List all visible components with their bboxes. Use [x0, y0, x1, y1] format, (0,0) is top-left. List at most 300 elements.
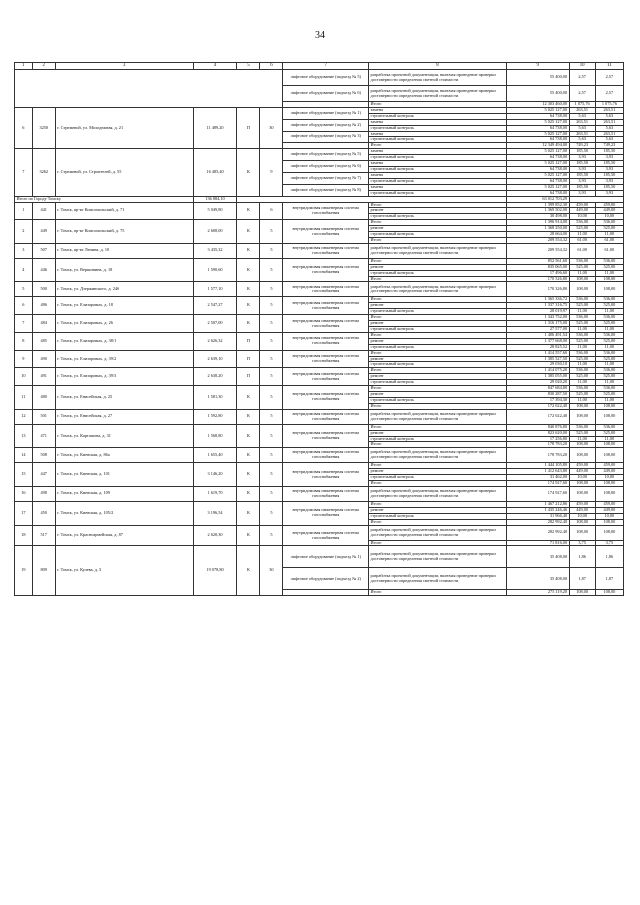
- type-cell: замена: [369, 172, 507, 178]
- unit-cell: 11,00: [569, 380, 595, 386]
- unit-cell: 459,00: [569, 463, 595, 469]
- house-type: П: [237, 107, 260, 148]
- unit-cell: 536,00: [569, 297, 595, 303]
- unit-cell: 108,00: [569, 282, 595, 297]
- house-code: 491: [32, 368, 55, 386]
- capital-repair-table: [14, 62, 624, 596]
- unit-cell: 10,00: [569, 214, 595, 220]
- cost-cell: 71 816,00: [506, 540, 569, 546]
- max-cell: 108,00: [595, 409, 623, 424]
- house-address: г. Томск, ул. Елизаровых, д. 18: [55, 297, 193, 315]
- house-area: 2 639,10: [193, 350, 237, 368]
- cost-cell: 17 496,60: [506, 270, 569, 276]
- cost-cell: 1 412 643,80: [506, 469, 569, 475]
- continuation-cell: [15, 70, 283, 108]
- unit-cell: 11,00: [569, 436, 595, 442]
- city-total-cost: 63 012 703,29: [506, 196, 569, 202]
- house-type: К: [237, 149, 260, 196]
- max-cell: 536,00: [595, 220, 623, 226]
- cost-cell: 27 577,00: [506, 327, 569, 333]
- house-number: 5: [15, 282, 33, 297]
- work-cell: лифтовое оборудование (подъезд № 5): [283, 70, 369, 86]
- type-cell: строительный контроль: [369, 166, 507, 172]
- unit-cell: 108,00: [569, 486, 595, 501]
- max-cell: 525,00: [595, 338, 623, 344]
- unit-cell: 185,50: [569, 172, 595, 178]
- house-deadline: 5: [260, 243, 283, 258]
- unit-cell: 5,63: [569, 125, 595, 131]
- house-number: 11: [15, 386, 33, 410]
- unit-cell: 525,00: [569, 338, 595, 344]
- unit-cell: 536,00: [569, 220, 595, 226]
- unit-cell: 185,50: [569, 184, 595, 190]
- cost-cell: 35 408,00: [506, 546, 569, 568]
- max-cell: 10,00: [595, 513, 623, 519]
- unit-cell: 3,93: [569, 155, 595, 161]
- house-type: К: [237, 297, 260, 315]
- unit-cell: 3,93: [569, 166, 595, 172]
- work-cell: внутридомовая инженерная система газоснабжения: [283, 315, 369, 333]
- cost-cell: 1 399 852,30: [506, 202, 569, 208]
- table-row: [15, 546, 624, 568]
- house-area: 1 590,60: [193, 258, 237, 282]
- cost-cell: 1 377 668,00: [506, 338, 569, 344]
- unit-cell: 536,00: [569, 258, 595, 264]
- max-cell: 459,00: [595, 463, 623, 469]
- cost-cell: 17 394,30: [506, 397, 569, 403]
- max-cell: 525,00: [595, 264, 623, 270]
- max-cell: 61,00: [595, 243, 623, 258]
- house-deadline: 5: [260, 282, 283, 297]
- max-cell: 2,57: [595, 86, 623, 102]
- unit-cell: 459,00: [569, 501, 595, 507]
- max-cell: 11,00: [595, 436, 623, 442]
- type-cell: разработка проектной документации, включая проведение проверки достоверности определения сметной стоимости: [369, 243, 507, 258]
- house-number: 2: [15, 220, 33, 244]
- type-cell: ремонт: [369, 374, 507, 380]
- house-deadline: 30: [260, 107, 283, 148]
- house-address: г. Томск, пр-кт Ленина, д. 10: [55, 243, 193, 258]
- max-cell: 536,00: [595, 297, 623, 303]
- cost-cell: 1 343 752,00: [506, 315, 569, 321]
- unit-cell: 525,00: [569, 264, 595, 270]
- column-header: 1: [15, 63, 33, 70]
- type-cell: замена: [369, 161, 507, 167]
- house-number: 18: [15, 525, 33, 546]
- house-code: 449: [32, 220, 55, 244]
- max-cell: 536,00: [595, 315, 623, 321]
- unit-cell: 3,75: [569, 540, 595, 546]
- house-type: П: [237, 368, 260, 386]
- cost-cell: 172 022,40: [506, 409, 569, 424]
- cost-cell: 55 400,00: [506, 70, 569, 86]
- house-deadline: 6: [260, 202, 283, 220]
- house-number: 9: [15, 350, 33, 368]
- cost-cell: 5 025 127,00: [506, 149, 569, 155]
- type-cell: разработка проектной документации, включая проведение проверки достоверности определения сметной стоимости: [369, 282, 507, 297]
- cost-cell: 64 738,00: [506, 166, 569, 172]
- max-cell: 108,00: [595, 519, 623, 525]
- house-type: К: [237, 486, 260, 501]
- type-cell: строительный контроль: [369, 362, 507, 368]
- type-cell: ремонт: [369, 469, 507, 475]
- house-type: К: [237, 448, 260, 463]
- max-cell: 11,00: [595, 397, 623, 403]
- unit-cell: 185,50: [569, 149, 595, 155]
- unit-cell: 1 075,76: [569, 102, 595, 108]
- cost-cell: 1 414 075,20: [506, 368, 569, 374]
- house-area: 2 608,00: [193, 220, 237, 244]
- cost-cell: 5 025 127,00: [506, 131, 569, 137]
- house-number: 6: [15, 297, 33, 315]
- cost-cell: 209 554,32: [506, 237, 569, 243]
- type-cell: ремонт: [369, 303, 507, 309]
- house-address: г. Томск, ул. Киевская, д. 86а: [55, 448, 193, 463]
- max-cell: 185,50: [595, 184, 623, 190]
- cost-cell: 29 020,20: [506, 380, 569, 386]
- house-code: 498: [32, 486, 55, 501]
- unit-cell: 263,51: [569, 131, 595, 137]
- work-cell: внутридомовая инженерная система газоснабжения: [283, 368, 369, 386]
- house-number: 4: [15, 258, 33, 282]
- column-header: 11: [595, 63, 623, 70]
- house-code: 508: [32, 448, 55, 463]
- cost-cell: 28 825,52: [506, 344, 569, 350]
- cost-cell: 28 019,97: [506, 309, 569, 315]
- unit-cell: 108,00: [569, 481, 595, 487]
- work-cell: внутридомовая инженерная система газоснабжения: [283, 448, 369, 463]
- max-cell: 108,00: [595, 481, 623, 487]
- cost-cell: 178 783,20: [506, 442, 569, 448]
- house-deadline: 5: [260, 350, 283, 368]
- type-cell: разработка проектной документации, включая проведение проверки достоверности определения сметной стоимости: [369, 546, 507, 568]
- unit-cell: 185,50: [569, 161, 595, 167]
- max-cell: 263,51: [595, 131, 623, 137]
- unit-cell: 749,23: [569, 143, 595, 149]
- house-deadline: 5: [260, 486, 283, 501]
- table-row: [15, 70, 624, 86]
- max-cell: 108,00: [595, 486, 623, 501]
- house-address: г. Томск, ул. Елизаровых, д. 26: [55, 315, 193, 333]
- cost-cell: 852 561,60: [506, 258, 569, 264]
- max-cell: 108,00: [595, 442, 623, 448]
- house-code: 3262: [32, 149, 55, 196]
- type-cell: строительный контроль: [369, 380, 507, 386]
- max-cell: 263,51: [595, 119, 623, 125]
- table-row: [15, 486, 624, 501]
- house-area: 1 655,40: [193, 448, 237, 463]
- house-code: 480: [32, 386, 55, 410]
- unit-cell: 108,00: [569, 519, 595, 525]
- unit-cell: 108,00: [569, 276, 595, 282]
- unit-cell: 536,00: [569, 424, 595, 430]
- type-cell: строительный контроль: [369, 232, 507, 238]
- max-cell: 3,93: [595, 178, 623, 184]
- type-cell: Итого: [369, 590, 507, 596]
- max-cell: 5,63: [595, 125, 623, 131]
- cost-cell: 64 738,00: [506, 155, 569, 161]
- work-cell: лифтовое оборудование (подъезд № 8): [283, 184, 369, 196]
- house-number: 15: [15, 463, 33, 487]
- unit-cell: 3,93: [569, 190, 595, 196]
- unit-cell: 2,57: [569, 86, 595, 102]
- max-cell: 3,93: [595, 190, 623, 196]
- house-deadline: 5: [260, 332, 283, 350]
- cost-cell: 12 349 494,00: [506, 143, 569, 149]
- max-cell: 108,00: [595, 590, 623, 596]
- cost-cell: 1 316 175,00: [506, 321, 569, 327]
- house-area: 1 581,30: [193, 386, 237, 410]
- house-address: г. Томск, ул. Енисейская, д. 27: [55, 409, 193, 424]
- work-cell: лифтовое оборудование (подъезд № 6): [283, 161, 369, 173]
- max-cell: 185,50: [595, 172, 623, 178]
- house-number: 7: [15, 315, 33, 333]
- cost-cell: 64 738,00: [506, 190, 569, 196]
- type-cell: ремонт: [369, 338, 507, 344]
- house-number: 12: [15, 409, 33, 424]
- house-area: 16 485,40: [193, 149, 237, 196]
- type-cell: разработка проектной документации, включая проведение проверки достоверности определения сметной стоимости: [369, 86, 507, 102]
- column-header: 2: [32, 63, 55, 70]
- cost-cell: 1 369 502,00: [506, 208, 569, 214]
- max-cell: 525,00: [595, 391, 623, 397]
- unit-cell: 11,00: [569, 344, 595, 350]
- type-cell: ремонт: [369, 321, 507, 327]
- house-area: 11 489,20: [193, 107, 237, 148]
- house-number: 13: [15, 424, 33, 448]
- work-cell: внутридомовая инженерная система газоснабжения: [283, 350, 369, 368]
- house-address: г. Томск, ул. Енисейская, д. 25: [55, 386, 193, 410]
- max-cell: 525,00: [595, 321, 623, 327]
- house-address: г. Томск, пр-кт Комсомольский, д. 75: [55, 220, 193, 244]
- cost-cell: 31 966,40: [506, 513, 569, 519]
- cost-cell: 28 664,00: [506, 232, 569, 238]
- house-area: 3 435,32: [193, 243, 237, 258]
- cost-cell: 12 303 460,00: [506, 102, 569, 108]
- house-type: П: [237, 332, 260, 350]
- table-row: [15, 525, 624, 540]
- cost-cell: 282 992,40: [506, 525, 569, 540]
- unit-cell: 11,00: [569, 270, 595, 276]
- max-cell: 11,00: [595, 270, 623, 276]
- work-cell: внутридомовая инженерная система газоснабжения: [283, 220, 369, 244]
- type-cell: Итого: [369, 332, 507, 338]
- column-header: 7: [283, 63, 369, 70]
- house-area: 5 049,80: [193, 202, 237, 220]
- type-cell: разработка проектной документации, включая проведение проверки достоверности определения сметной стоимости: [369, 70, 507, 86]
- max-cell: 61,00: [595, 237, 623, 243]
- type-cell: Итого: [369, 403, 507, 409]
- type-cell: строительный контроль: [369, 436, 507, 442]
- cost-cell: 1 396 914,00: [506, 220, 569, 226]
- house-area: 2 620,30: [193, 525, 237, 546]
- type-cell: разработка проектной документации, включая проведение проверки достоверности определения сметной стоимости: [369, 525, 507, 540]
- house-code: 471: [32, 424, 55, 448]
- house-deadline: 5: [260, 258, 283, 282]
- type-cell: Итого: [369, 481, 507, 487]
- max-cell: 1,86: [595, 546, 623, 568]
- unit-cell: 536,00: [569, 315, 595, 321]
- house-area: 3 196,54: [193, 501, 237, 525]
- table-row: [15, 448, 624, 463]
- type-cell: Итого: [369, 350, 507, 356]
- house-code: 484: [32, 315, 55, 333]
- unit-cell: 536,00: [569, 386, 595, 392]
- house-deadline: 5: [260, 297, 283, 315]
- cost-cell: 29 030,10: [506, 362, 569, 368]
- max-cell: 108,00: [595, 282, 623, 297]
- max-cell: 449,00: [595, 208, 623, 214]
- work-cell: лифтовое оборудование (подъезд № 2): [283, 119, 369, 131]
- cost-cell: 1 444 105,80: [506, 463, 569, 469]
- work-cell: внутридомовая инженерная система газоснабжения: [283, 463, 369, 487]
- work-cell: внутридомовая инженерная система газоснабжения: [283, 501, 369, 525]
- house-deadline: 5: [260, 386, 283, 410]
- house-area: 2 626,32: [193, 332, 237, 350]
- house-type: П: [237, 350, 260, 368]
- type-cell: строительный контроль: [369, 125, 507, 131]
- max-cell: 11,00: [595, 309, 623, 315]
- house-code: 3250: [32, 107, 55, 148]
- house-type: К: [237, 501, 260, 525]
- house-area: 2 547,27: [193, 297, 237, 315]
- unit-cell: 2,57: [569, 70, 595, 86]
- work-cell: внутридомовая инженерная система газоснабжения: [283, 386, 369, 410]
- city-total-area: 136 884,10: [193, 196, 237, 202]
- page-number: 34: [315, 30, 325, 41]
- house-code: 447: [32, 463, 55, 487]
- max-cell: 2,57: [595, 70, 623, 86]
- column-header: 5: [237, 63, 260, 70]
- house-type: К: [237, 386, 260, 410]
- type-cell: Итого: [369, 237, 507, 243]
- house-type: К: [237, 424, 260, 448]
- cost-cell: 174 927,60: [506, 481, 569, 487]
- house-deadline: 30: [260, 546, 283, 596]
- type-cell: Итого: [369, 258, 507, 264]
- type-cell: строительный контроль: [369, 137, 507, 143]
- cost-cell: 835 065,00: [506, 264, 569, 270]
- cost-cell: 64 738,00: [506, 178, 569, 184]
- cost-cell: 5 025 127,00: [506, 184, 569, 190]
- unit-cell: 459,00: [569, 202, 595, 208]
- unit-cell: 11,00: [569, 397, 595, 403]
- work-cell: лифтовое оборудование (подъезд № 7): [283, 172, 369, 184]
- unit-cell: 263,51: [569, 107, 595, 113]
- unit-cell: 525,00: [569, 303, 595, 309]
- house-type: К: [237, 243, 260, 258]
- unit-cell: 108,00: [569, 525, 595, 540]
- city-total-label: Итого по Городу Томску: [15, 196, 194, 202]
- column-header: 3: [55, 63, 193, 70]
- max-cell: 185,50: [595, 161, 623, 167]
- type-cell: строительный контроль: [369, 155, 507, 161]
- house-code: 490: [32, 350, 55, 368]
- work-cell: внутридомовая инженерная система газоснабжения: [283, 243, 369, 258]
- type-cell: ремонт: [369, 507, 507, 513]
- house-address: г. Томск, ул. Елизаровых, д. 39/3: [55, 368, 193, 386]
- house-address: г. Стрежевой, ул. Молодежная, д. 21: [55, 107, 193, 148]
- work-cell: внутридомовая инженерная система газоснабжения: [283, 486, 369, 501]
- type-cell: замена: [369, 131, 507, 137]
- work-cell: внутридомовая инженерная система газоснабжения: [283, 282, 369, 297]
- unit-cell: 61,00: [569, 237, 595, 243]
- unit-cell: 11,00: [569, 232, 595, 238]
- house-code: 507: [32, 243, 55, 258]
- max-cell: 3,75: [595, 540, 623, 546]
- max-cell: 185,50: [595, 149, 623, 155]
- work-cell: лифтовое оборудование (подъезд № 3): [283, 131, 369, 143]
- max-cell: 11,00: [595, 327, 623, 333]
- house-address: г. Томск, ул. Кулева, д. 3: [55, 546, 193, 596]
- type-cell: Итого: [369, 297, 507, 303]
- house-address: г. Томск, ул. Киевская, д. 109: [55, 486, 193, 501]
- house-address: г. Томск, ул. Вершинина, д. 18: [55, 258, 193, 282]
- cost-cell: 282 992,40: [506, 519, 569, 525]
- house-number: 14: [15, 448, 33, 463]
- house-number: 19: [15, 546, 33, 596]
- house-area: 1 619,70: [193, 486, 237, 501]
- cost-cell: 170 326,80: [506, 282, 569, 297]
- type-cell: замена: [369, 119, 507, 125]
- unit-cell: 525,00: [569, 374, 595, 380]
- type-cell: строительный контроль: [369, 190, 507, 196]
- unit-cell: 5,63: [569, 113, 595, 119]
- unit-cell: 536,00: [569, 332, 595, 338]
- house-code: 500: [32, 282, 55, 297]
- max-cell: 536,00: [595, 424, 623, 430]
- cost-cell: 1 365 336,72: [506, 297, 569, 303]
- table-row: [15, 409, 624, 424]
- column-header: 4: [193, 63, 237, 70]
- unit-cell: 10,00: [569, 513, 595, 519]
- type-cell: строительный контроль: [369, 270, 507, 276]
- column-header: 9: [506, 63, 569, 70]
- house-code: 486: [32, 297, 55, 315]
- type-cell: Итого: [369, 519, 507, 525]
- cost-cell: 30 498,00: [506, 214, 569, 220]
- type-cell: замена: [369, 107, 507, 113]
- max-cell: 108,00: [595, 525, 623, 540]
- cost-cell: 64 738,00: [506, 125, 569, 131]
- max-cell: 536,00: [595, 258, 623, 264]
- max-cell: 3,93: [595, 155, 623, 161]
- cost-cell: 172 022,40: [506, 403, 569, 409]
- house-deadline: 9: [260, 149, 283, 196]
- house-number: 3: [15, 243, 33, 258]
- type-cell: Итого: [369, 386, 507, 392]
- max-cell: 263,51: [595, 107, 623, 113]
- house-deadline: 5: [260, 368, 283, 386]
- house-address: г. Томск, ул. Дзержинского, д. 24б: [55, 282, 193, 297]
- cost-cell: 1 414 557,60: [506, 350, 569, 356]
- cost-cell: 35 408,00: [506, 568, 569, 590]
- type-cell: строительный контроль: [369, 397, 507, 403]
- house-deadline: 5: [260, 463, 283, 487]
- cost-cell: 1 435 246,46: [506, 507, 569, 513]
- type-cell: Итого: [369, 102, 507, 108]
- work-cell: лифтовое оборудование (подъезд № 5): [283, 149, 369, 161]
- type-cell: Итого: [369, 501, 507, 507]
- max-cell: 11,00: [595, 362, 623, 368]
- type-cell: строительный контроль: [369, 113, 507, 119]
- header-row: [15, 63, 624, 70]
- unit-cell: 61,00: [569, 243, 595, 258]
- house-type: К: [237, 409, 260, 424]
- max-cell: 11,00: [595, 232, 623, 238]
- type-cell: Итого: [369, 220, 507, 226]
- cost-cell: 1 337 316,75: [506, 303, 569, 309]
